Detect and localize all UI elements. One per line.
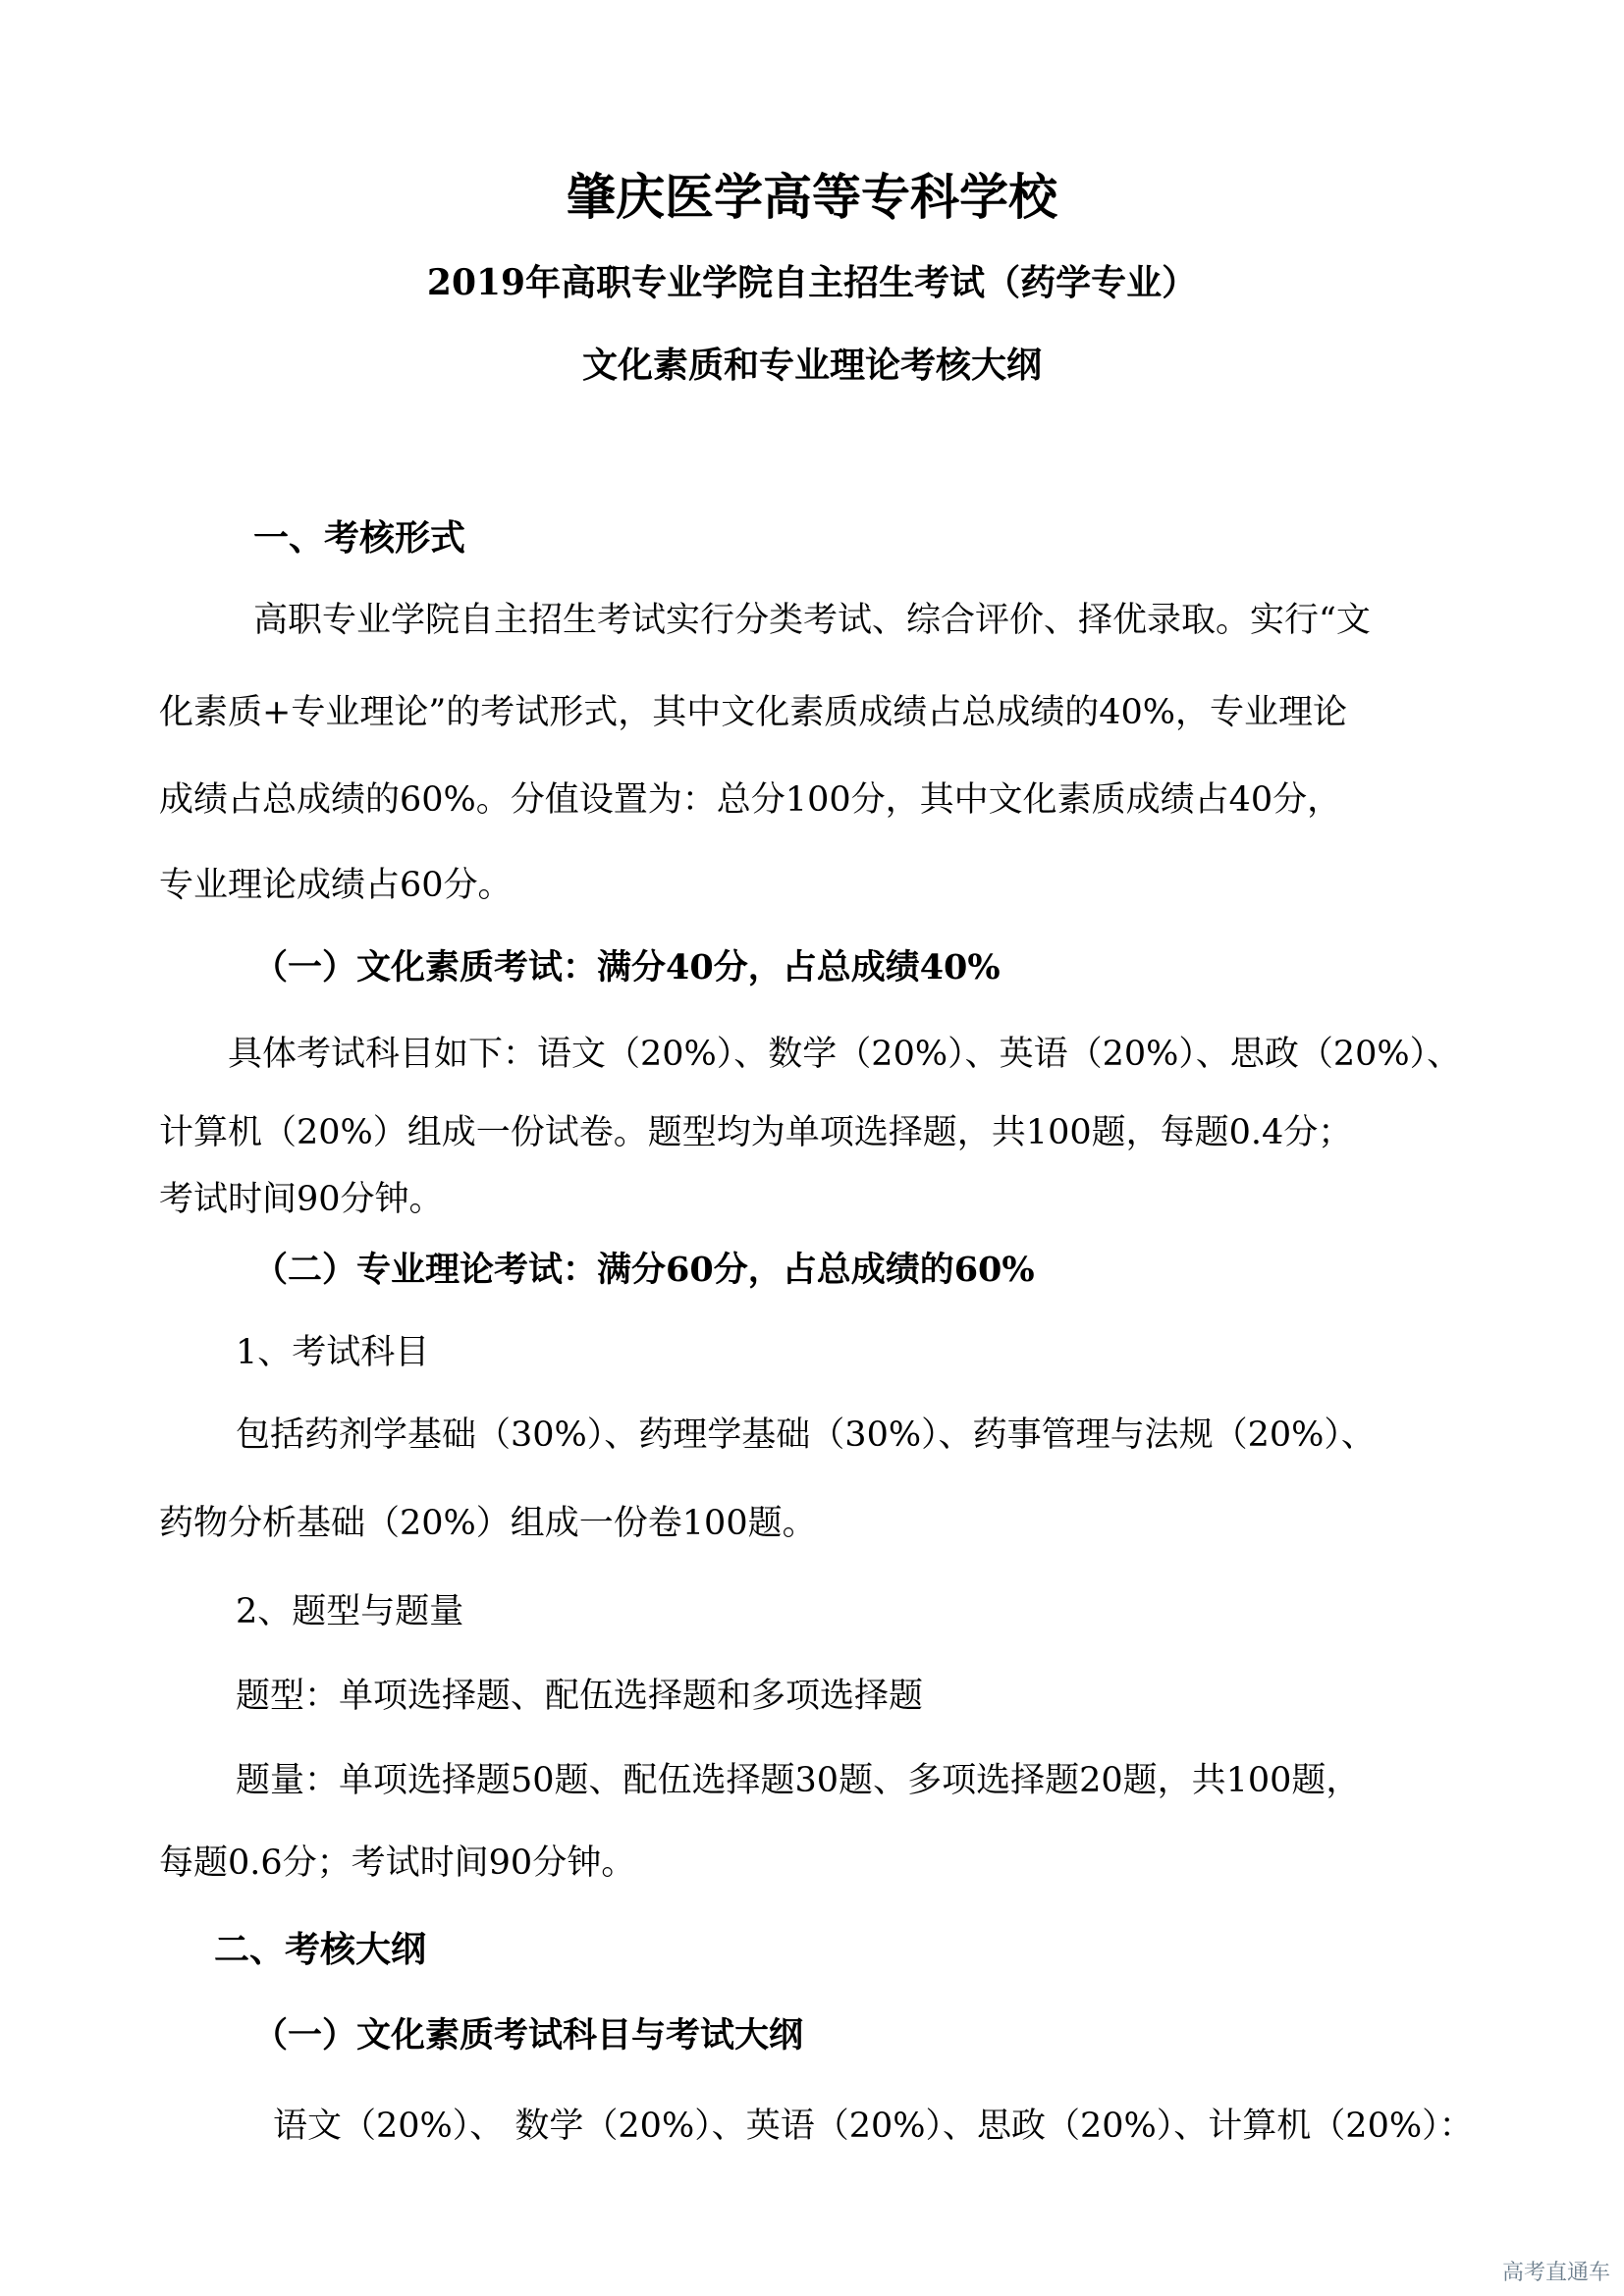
subsection-heading: （一）文化素质考试科目与考试大纲 <box>253 2015 804 2056</box>
paragraph-line: 题型：单项选择题、配伍选择题和多项选择题 <box>236 1677 924 1716</box>
paragraph-line: 化素质+专业理论”的考试形式，其中文化素质成绩占总成绩的40%，专业理论 <box>159 693 1348 732</box>
page-title: 肇庆医学高等专科学校 <box>567 168 1057 226</box>
paragraph-line: 语文（20%）、 数学（20%）、英语（20%）、思政（20%）、计算机（20%）： <box>273 2107 1474 2146</box>
paragraph-line: 计算机（20%）组成一份试卷。题型均为单项选择题，共100题，每题0.4分； <box>159 1113 1353 1152</box>
paragraph-line: 专业理论成绩占60分。 <box>159 866 513 905</box>
section-heading: 一、考核形式 <box>253 517 466 559</box>
page-subtitle-2: 文化素质和专业理论考核大纲 <box>581 345 1042 386</box>
paragraph-line: 题量：单项选择题50题、配伍选择题30题、多项选择题20题，共100题， <box>236 1761 1361 1800</box>
paragraph-line: 每题0.6分；考试时间90分钟。 <box>159 1843 636 1883</box>
section-heading: 二、考核大纲 <box>214 1929 427 1970</box>
list-item-title: 2、题型与题量 <box>236 1592 464 1631</box>
paragraph-line: 考试时间90分钟。 <box>159 1180 444 1219</box>
paragraph-line: 成绩占总成绩的60%。分值设置为：总分100分，其中文化素质成绩占40分， <box>159 780 1342 820</box>
list-item-title: 1、考试科目 <box>236 1333 430 1372</box>
subsection-heading: （二）专业理论考试：满分60分，占总成绩的60% <box>253 1250 1035 1290</box>
paragraph-line: 具体考试科目如下：语文（20%）、数学（20%）、英语（20%）、思政（20%）、 <box>228 1035 1462 1074</box>
watermark: 高考直通车 <box>1501 2261 1610 2285</box>
paragraph-line: 包括药剂学基础（30%）、药理学基础（30%）、药事管理与法规（20%）、 <box>236 1415 1376 1455</box>
paragraph-line: 高职专业学院自主招生考试实行分类考试、综合评价、择优录取。实行“文 <box>253 601 1371 640</box>
page-subtitle: 2019年高职专业学院自主招生考试（药学专业） <box>426 262 1198 303</box>
subsection-heading: （一）文化素质考试：满分40分，占总成绩40% <box>253 947 1001 988</box>
paragraph-line: 药物分析基础（20%）组成一份卷100题。 <box>159 1504 817 1543</box>
